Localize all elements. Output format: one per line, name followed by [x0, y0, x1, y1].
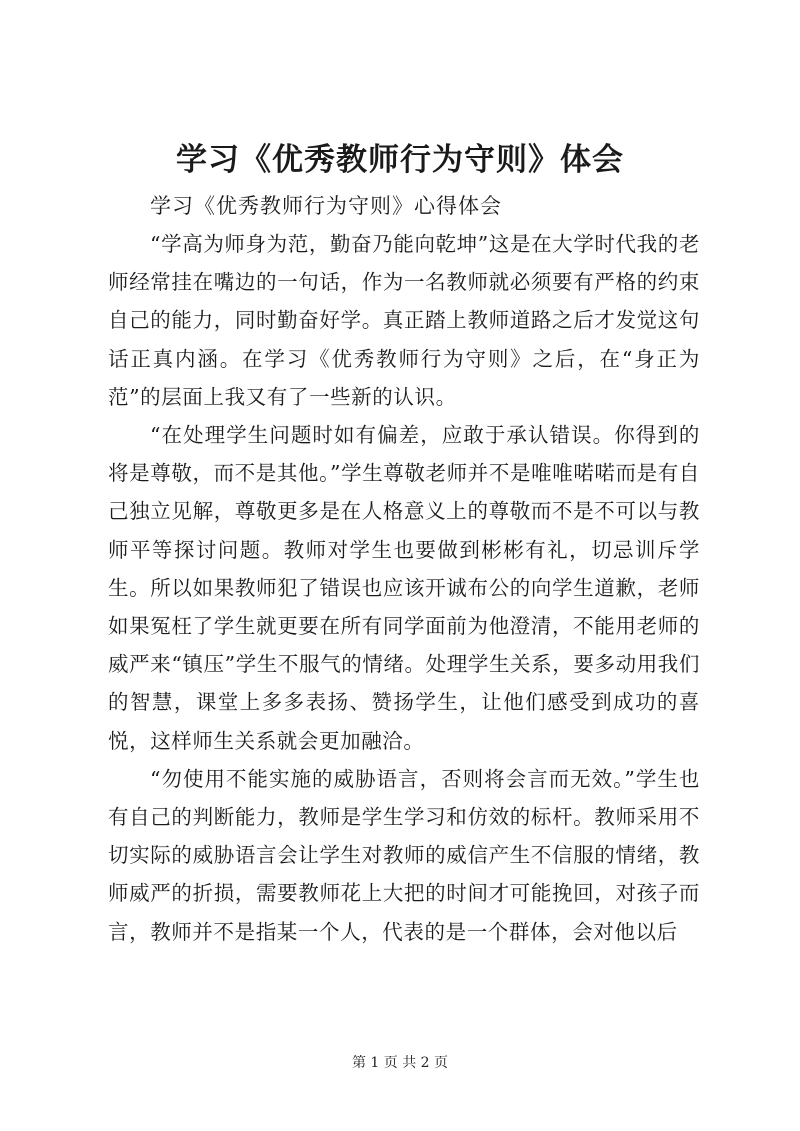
document-title: 学习《优秀教师行为守则》体会 — [176, 142, 624, 178]
paragraph-1: “学高为师身为范，勤奋乃能向乾坤”这是在大学时代我的老师经常挂在嘴边的一句话，作为一名教师就必须要有严格的约束自己的能力，同时勤奋好学。真正踏上教师道路之后才发觉这句话正真内涵。在学习《优秀教师行为守则》之后，在“身正为范”的层面上我又有了一些新的认识。 — [108, 232, 700, 409]
page-number-footer: 第 1 页 共 2 页 — [351, 1055, 449, 1071]
paragraph-2: “在处理学生问题时如有偏差，应敢于承认错误。你得到的将是尊敬，而不是其他。”学生尊敬老师并不是唯唯喏喏而是有自己独立见解，尊敬更多是在人格意义上的尊敬而不是不可以与教师平等探讨问题。教师对学生也要做到彬彬有礼，切忌训斥学生。所以如果教师犯了错误也应该开诚布公的向学生道歉，老师如果冤枉了学生就更要在所有同学面前为他澄清，不能用老师的威严来“镇压”学生不服气的情绪。处理学生关系，要多动用我们的智慧，课堂上多多表扬、赞扬学生，让他们感受到成功的喜悦，这样师生关系就会更加融洽。 — [108, 423, 700, 753]
document-body — [108, 187, 700, 951]
document-subtitle: 学习《优秀教师行为守则》心得体会 — [150, 194, 502, 218]
paragraph-3: “勿使用不能实施的威胁语言，否则将会言而无效。”学生也有自己的判断能力，教师是学生学习和仿效的标杆。教师采用不切实际的威胁语言会让学生对教师的威信产生不信服的情绪，教师威严的折损，需要教师花上大把的时间才可能挽回，对孩子而言，教师并不是指某一个人，代表的是一个群体，会对他以后 — [108, 766, 700, 944]
